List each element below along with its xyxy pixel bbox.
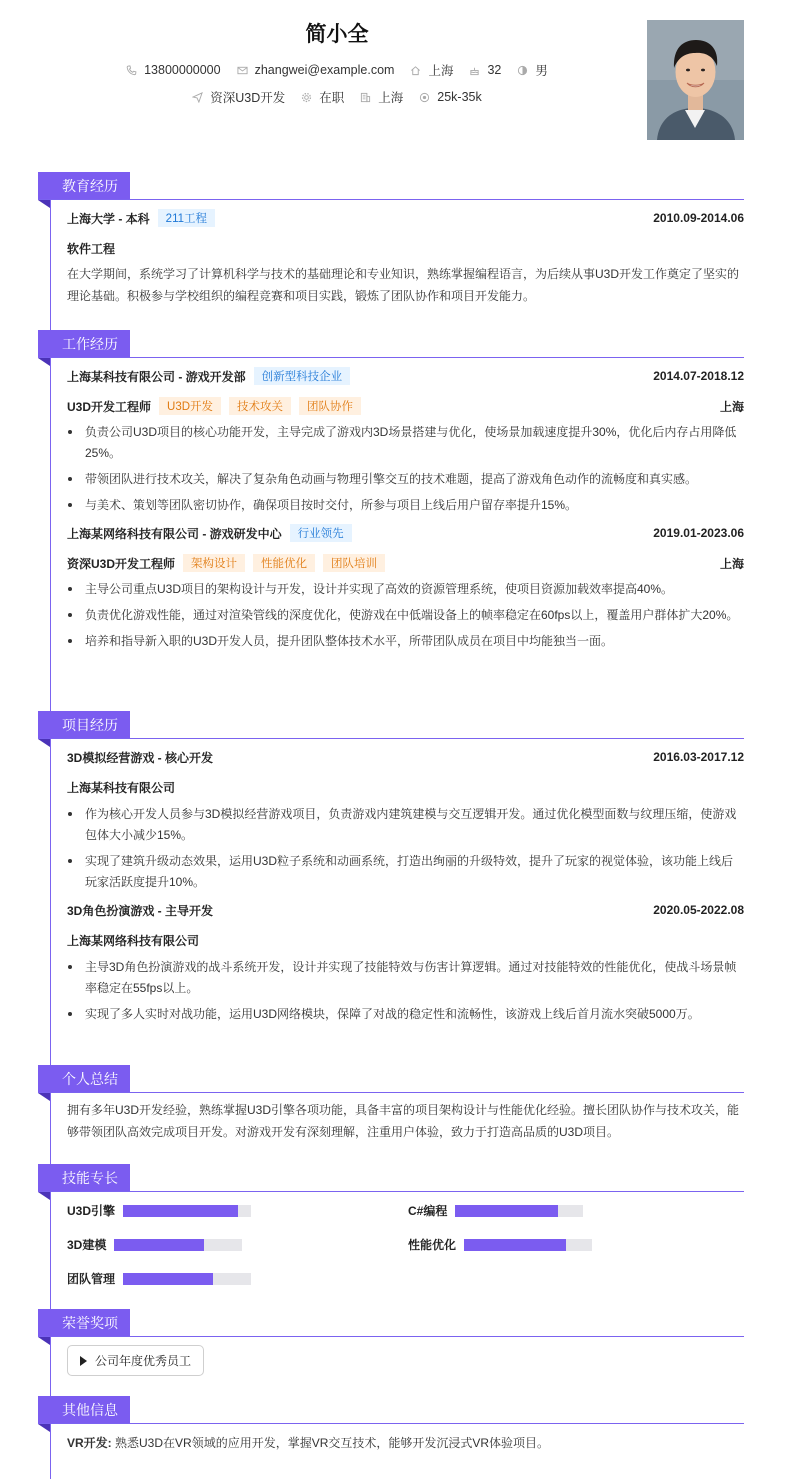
bullet-item: 实现了多人实时对战功能，运用U3D网络模块，保障了对战的稳定性和流畅性，该游戏上线后首月流水突破5000万。	[67, 1004, 744, 1025]
skill-item	[408, 1236, 592, 1253]
skill-item	[67, 1236, 242, 1253]
work-header	[38, 330, 744, 358]
skill-bar-fill	[123, 1273, 213, 1285]
other-title: 其他信息	[38, 1396, 130, 1424]
skill-bar	[114, 1239, 242, 1251]
project-company-row	[67, 932, 744, 948]
role-tag: 团队培训	[323, 554, 385, 572]
other-section	[38, 1396, 744, 1454]
education-body	[38, 200, 744, 307]
skills-title: 技能专长	[38, 1164, 130, 1192]
education-row	[67, 210, 744, 226]
project-name: 3D模拟经营游戏 - 核心开发	[67, 750, 214, 765]
skill-name: U3D引擎	[67, 1204, 116, 1218]
project-row	[67, 749, 744, 765]
project-company: 上海某网络科技有限公司	[67, 933, 200, 948]
summary-title: 个人总结	[38, 1065, 130, 1093]
honor-text: 公司年度优秀员工	[95, 1354, 192, 1368]
skill-item	[408, 1202, 583, 1219]
building-icon	[360, 92, 371, 103]
skill-bar-fill	[455, 1205, 557, 1217]
bullet-item: 实现了建筑升级动态效果，运用U3D粒子系统和动画系统，打造出绚丽的升级特效，提升了玩家的视觉体验，该功能上线后玩家活跃度提升10%。	[67, 851, 744, 893]
candidate-name: 简小全	[305, 23, 369, 46]
target-city-item	[360, 88, 403, 106]
email-item	[237, 63, 395, 77]
other-label: VR开发:	[67, 1436, 112, 1450]
skill-bar	[455, 1205, 583, 1217]
work-bullets	[67, 422, 744, 516]
company-name: 上海某网络科技有限公司 - 游戏研发中心	[67, 526, 282, 541]
position-item	[192, 88, 285, 106]
bullet-item: 负责公司U3D项目的核心功能开发，主导完成了游戏内3D场景搭建与优化，使场景加载速度提升30%，优化后内存占用降低25%。	[67, 422, 744, 464]
email-text: zhangwei@example.com	[254, 63, 395, 77]
education-period: 2010.09-2014.06	[653, 211, 744, 225]
education-header	[38, 172, 744, 200]
school-tag: 211工程	[158, 209, 215, 227]
skill-bar	[123, 1205, 251, 1217]
position-text: 资深U3D开发	[210, 91, 286, 105]
role-tag: 架构设计	[183, 554, 245, 572]
company-name: 上海某科技有限公司 - 游戏开发部	[67, 369, 246, 384]
project-company-row	[67, 779, 744, 795]
other-line	[67, 1432, 744, 1454]
age-item	[469, 63, 501, 77]
work-period: 2019.01-2023.06	[653, 526, 744, 540]
project-period: 2020.05-2022.08	[653, 903, 744, 917]
work-entry-2	[67, 525, 744, 652]
home-icon	[410, 65, 421, 76]
other-body	[38, 1424, 744, 1454]
bullet-item: 主导3D角色扮演游戏的战斗系统开发，设计并实现了技能特效与伤害计算逻辑。通过对技能特效的性能优化，使战斗场景帧率稳定在55fps以上。	[67, 957, 744, 999]
skill-name: 3D建模	[67, 1238, 107, 1252]
work-entry-1	[67, 368, 744, 516]
gender-text: 男	[535, 64, 548, 78]
work-title: 工作经历	[38, 330, 130, 358]
role-tag: 团队协作	[299, 397, 361, 415]
status-item	[301, 88, 344, 106]
job-intent-row	[0, 88, 674, 106]
other-header	[38, 1396, 744, 1424]
honor-badge	[67, 1345, 204, 1376]
project-company: 上海某科技有限公司	[67, 780, 176, 795]
skill-bar-fill	[114, 1239, 204, 1251]
status-text: 在职	[319, 91, 345, 105]
bullet-item: 作为核心开发人员参与3D模拟经营游戏项目，负责游戏内建筑建模与交互逻辑开发。通过优化模型面数与纹理压缩，使游戏包体大小减少15%。	[67, 804, 744, 846]
honors-body	[38, 1337, 744, 1376]
contact-row	[0, 61, 674, 79]
education-section	[38, 172, 744, 307]
education-title: 教育经历	[38, 172, 130, 200]
salary-text: 25k-35k	[437, 90, 482, 104]
projects-title: 项目经历	[38, 711, 130, 739]
bullet-item: 负责优化游戏性能，通过对渲染管线的深度优化，使游戏在中低端设备上的帧率稳定在60fps以上，覆盖用户群体扩大20%。	[67, 605, 744, 626]
skill-bar-fill	[464, 1239, 566, 1251]
mail-icon	[237, 65, 248, 76]
work-location: 上海	[719, 556, 744, 571]
work-section	[38, 330, 744, 652]
project-period: 2016.03-2017.12	[653, 750, 744, 764]
company-tag: 行业领先	[290, 524, 352, 542]
bullet-item: 与美术、策划等团队密切协作，确保项目按时交付，所参与项目上线后用户留存率提升15%。	[67, 495, 744, 516]
work-period: 2014.07-2018.12	[653, 369, 744, 383]
role-tag: U3D开发	[159, 397, 221, 415]
skill-name: 性能优化	[408, 1238, 457, 1252]
honors-section	[38, 1309, 744, 1376]
cake-icon	[469, 65, 480, 76]
skills-header	[38, 1164, 744, 1192]
role-title: U3D开发工程师	[67, 399, 152, 414]
gear-icon	[301, 92, 312, 103]
age-text: 32	[487, 63, 502, 77]
role-row	[67, 555, 744, 571]
salary-item	[419, 90, 481, 104]
skills-section	[38, 1164, 744, 1299]
education-desc: 在大学期间，系统学习了计算机科学与技术的基础理论和专业知识，熟练掌握编程语言，为后续从事U3D开发工作奠定了坚实的理论基础。积极参与学校组织的编程竞赛和项目实践，锻炼了团队协作和项目开发能力。	[67, 267, 740, 303]
role-tag: 性能优化	[253, 554, 315, 572]
role-tag: 技术攻关	[229, 397, 291, 415]
profile-photo	[647, 20, 744, 140]
send-icon	[192, 92, 203, 103]
project-bullets	[67, 957, 744, 1025]
major-name: 软件工程	[67, 241, 116, 256]
honors-title: 荣誉奖项	[38, 1309, 130, 1337]
target-city-text: 上海	[378, 91, 404, 105]
gender-item	[517, 61, 548, 79]
phone-text: 13800000000	[144, 63, 221, 77]
skill-item	[67, 1270, 251, 1287]
city-item	[410, 61, 453, 79]
summary-body	[38, 1093, 744, 1143]
skill-name: C#编程	[408, 1204, 448, 1218]
company-row	[67, 368, 744, 384]
summary-header	[38, 1065, 744, 1093]
phone-item	[126, 63, 220, 77]
major-row	[67, 240, 744, 256]
skill-name: 团队管理	[67, 1272, 116, 1286]
section-divider	[38, 1191, 744, 1192]
skill-bar-fill	[123, 1205, 238, 1217]
work-bullets	[67, 579, 744, 652]
projects-body	[38, 739, 744, 1025]
city-text: 上海	[428, 64, 454, 78]
company-tag: 创新型科技企业	[254, 367, 351, 385]
work-body	[38, 358, 744, 652]
money-icon	[419, 92, 430, 103]
school-name: 上海大学 - 本科	[67, 211, 150, 226]
work-location: 上海	[719, 399, 744, 414]
skill-item	[67, 1202, 251, 1219]
projects-section	[38, 711, 744, 1025]
role-row	[67, 398, 744, 414]
skill-bar	[123, 1273, 251, 1285]
role-title: 资深U3D开发工程师	[67, 556, 176, 571]
bullet-item: 带领团队进行技术攻关，解决了复杂角色动画与物理引擎交互的技术难题，提高了游戏角色动作的流畅度和真实感。	[67, 469, 744, 490]
summary-section	[38, 1065, 744, 1143]
projects-header	[38, 711, 744, 739]
resume-header	[0, 0, 794, 150]
project-bullets	[67, 804, 744, 893]
project-name: 3D角色扮演游戏 - 主导开发	[67, 903, 214, 918]
project-entry-2	[67, 902, 744, 1025]
summary-text: 拥有多年U3D开发经验，熟练掌握U3D引擎各项功能，具备丰富的项目架构设计与性能优化经验。擅长团队协作与技术攻关，能够带领团队高效完成项目开发。对游戏开发有深刻理解，注重用户体验，致力于打造高品质的U3D项目。	[67, 1103, 740, 1139]
skill-bar	[464, 1239, 592, 1251]
phone-icon	[126, 65, 137, 76]
bullet-item: 主导公司重点U3D项目的架构设计与开发，设计并实现了高效的资源管理系统，使项目资源加载效率提高40%。	[67, 579, 744, 600]
bullet-item: 培养和指导新入职的U3D开发人员，提升团队整体技术水平，所带团队成员在项目中均能独当一面。	[67, 631, 744, 652]
play-icon	[80, 1356, 87, 1366]
project-row	[67, 902, 744, 918]
other-text: 熟悉U3D在VR领域的应用开发，掌握VR交互技术，能够开发沉浸式VR体验项目。	[115, 1436, 550, 1450]
honors-header	[38, 1309, 744, 1337]
gender-icon	[517, 65, 528, 76]
project-entry-1	[67, 749, 744, 893]
company-row	[67, 525, 744, 541]
